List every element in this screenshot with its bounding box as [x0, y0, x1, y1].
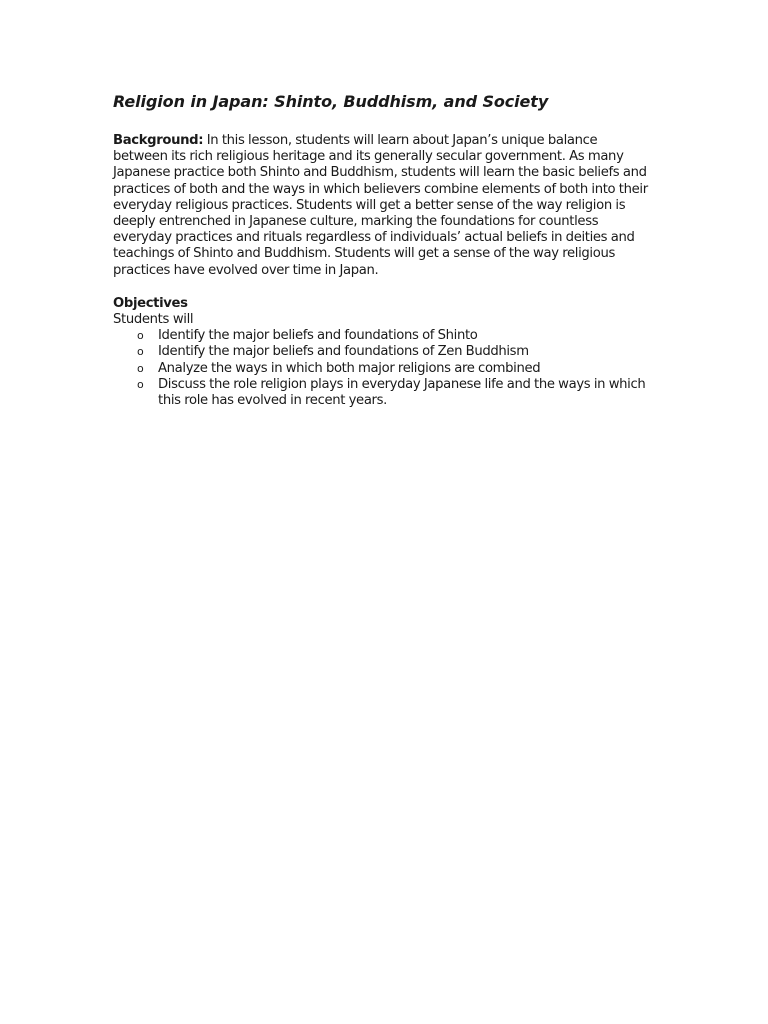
bullet-icon: o: [137, 377, 144, 391]
objective-item: [113, 361, 653, 377]
background-label: Background:: [113, 133, 204, 148]
bullet-icon: o: [137, 329, 144, 343]
objective-item: [113, 344, 653, 360]
objective-text: Analyze the ways in which both major religions are combined: [158, 360, 541, 376]
objectives-heading: Objectives: [113, 295, 188, 311]
document-title: Religion in Japan: Shinto, Buddhism, and Society: [113, 92, 549, 111]
objective-item: [113, 328, 653, 344]
objective-text: Discuss the role religion plays in everyday Japanese life and the ways in which this role has evolved in recent years.: [158, 376, 646, 409]
objectives-intro: Students will: [113, 312, 194, 328]
objective-text: Identify the major beliefs and foundations of Zen Buddhism: [158, 344, 529, 360]
background-text: In this lesson, students will learn about Japan’s unique balance between its rich religious heritage and its generally secular government. As many Japanese practice both Shinto and Buddhism, students will learn the basic beliefs and practices of both and the ways in which believers combine elements of both into their everyday religious practices. Students will get a better sense of the way religion is deeply entrenched in Japanese culture, marking the foundations for countless everyday practices and rituals regardless of individuals’ actual beliefs in deities and teachings of Shinto and Buddhism. Students will get a sense of the way religious practices have evolved over time in Japan.: [113, 133, 648, 278]
objective-text: Identify the major beliefs and foundations of Shinto: [158, 328, 478, 344]
bullet-icon: o: [137, 345, 144, 359]
bullet-icon: o: [137, 361, 144, 375]
objectives-list: [113, 328, 653, 409]
document-page: [113, 92, 653, 409]
background-paragraph: [113, 133, 653, 279]
objective-item: [113, 377, 653, 409]
